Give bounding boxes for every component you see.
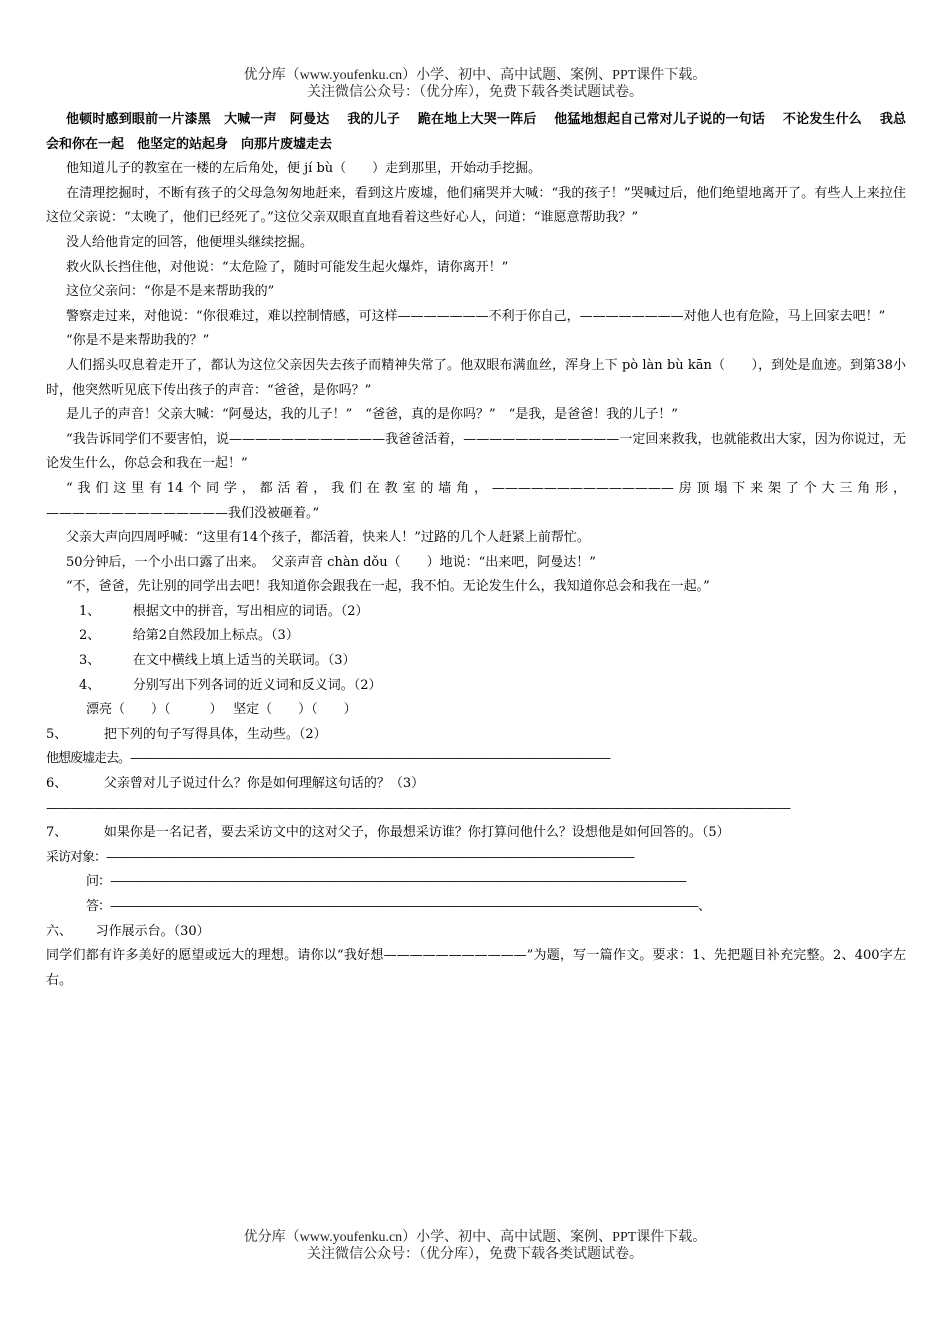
passage-paragraph: 救火队长挡住他，对他说：“太危险了，随时可能发生起火爆炸，请你离开！” bbox=[66, 259, 509, 275]
section-6-title: 六、 习作展示台。（30） bbox=[46, 923, 210, 939]
passage-paragraph: 这位父亲问：“你是不是来帮助我的” bbox=[66, 284, 275, 300]
question-7-interview-target: 采访对象：———————————————————————————————————————————— bbox=[46, 849, 635, 865]
header-line-1: 优分库（www.youfenku.cn）小学、初中、高中试题、案例、PPT课件下载。 bbox=[243, 68, 707, 83]
passage-paragraph: 他顿时感到眼前一片漆黑 大喊一声 阿曼达 我的儿子 跪在地上大哭一阵后 他猛地想起自己常对儿子说的一句话 不论发生什么 我总会和你在一起 他坚定的站起身 向那片废墟走去 bbox=[46, 112, 906, 152]
footer-line-1: 优分库（www.youfenku.cn）小学、初中、高中试题、案例、PPT课件下载。 bbox=[243, 1230, 707, 1245]
passage-paragraph: 警察走过来，对他说：“你很难过，难以控制情感，可这样———————不利于你自己，————————对他人也有危险，马上回家去吧！” bbox=[66, 308, 886, 324]
passage-paragraph: 在清理挖掘时，不断有孩子的父母急匆匆地赶来，看到这片废墟，他们痛哭并大喊：“我的孩子！”哭喊过后，他们绝望地离开了。有些人上来拉住这位父亲说：“太晚了，他们已经死了。”这位父亲双眼直直地看着这些好心人，问道：“谁愿意帮助我？” bbox=[46, 185, 906, 226]
page-footer bbox=[0, 1229, 950, 1263]
question-6: 6、 父亲曾对儿子说过什么？你是如何理解这句话的？（3） bbox=[46, 776, 425, 792]
passage-paragraph: 没人给他肯定的回答，他便埋头继续挖掘。 bbox=[66, 234, 314, 250]
passage-paragraph: “我告诉同学们不要害怕，说————————————我爸爸活着，————————————一定回来救我，也就能救出大家，因为你说过，无论发生什么，你总会和我在一起！” bbox=[46, 431, 906, 472]
question-7-ask: 问：———————————————————————————————————————————————— bbox=[86, 874, 686, 890]
section-6-body: 同学们都有许多美好的愿望或远大的理想。请你以“我好想———————————”为题，写一篇作文。要求：1、先把题目补充完整。2、400字左右。 bbox=[46, 948, 906, 988]
footer-line-2: 关注微信公众号：（优分库），免费下载各类试题试卷。 bbox=[307, 1247, 643, 1262]
question-7-answer: 答：—————————————————————————————————————————————————、 bbox=[86, 899, 710, 914]
question-4: 4、 分别写出下列各词的近义词和反义词。（2） bbox=[79, 677, 382, 693]
passage-paragraph: “不，爸爸，先让别的同学出去吧！我知道你会跟我在一起，我不怕。无论发生什么，我知道你总会和我在一起。” bbox=[66, 579, 710, 595]
question-1: 1、 根据文中的拼音，写出相应的词语。（2） bbox=[79, 603, 369, 619]
passage-paragraph: 父亲大声向四周呼喊：“这里有14个孩子，都活着，快来人！”过路的几个人赶紧上前帮忙。 bbox=[66, 530, 590, 546]
question-3: 3、 在文中横线上填上适当的关联词。（3） bbox=[79, 653, 356, 669]
passage-paragraph: “我们这里有14个同学，都活着，我们在教室的墙角，——————————————房顶塌下来架了个大三角形，——————————————我们没被砸着。” bbox=[46, 480, 906, 521]
passage-paragraph: 他知道儿子的教室在一楼的左后角处，便 jí bù（ ）走到那里，开始动手挖掘。 bbox=[66, 161, 542, 177]
question-2: 2、 给第2自然段加上标点。（3） bbox=[79, 628, 299, 644]
passage-paragraph: 是儿子的声音！父亲大喊：“阿曼达，我的儿子！” “爸爸，真的是你吗？” “是我，是爸爸！我的儿子！” bbox=[66, 407, 678, 423]
header-line-2: 关注微信公众号：（优分库），免费下载各类试题试卷。 bbox=[307, 85, 643, 100]
page-header bbox=[0, 67, 950, 101]
passage-paragraph: 人们摇头叹息着走开了，都认为这位父亲因失去孩子而精神失常了。他双眼布满血丝，浑身上下 pò làn bù kān（ ），到处是血迹。到第38小时，他突然听见底下传出孩子的声音：“爸爸，是你吗？” bbox=[46, 357, 906, 398]
question-5: 5、 把下列的句子写得具体，生动些。（2） bbox=[46, 726, 327, 742]
passage-paragraph: 50分钟后，一个小出口露了出来。 父亲声音 chàn dǒu（ ）地说：“出来吧，阿曼达！” bbox=[66, 554, 596, 570]
question-6-answer-line: —————————————————————————————————————————————————————————————— bbox=[46, 800, 790, 816]
passage-paragraph: “你是不是来帮助我的？” bbox=[66, 333, 210, 349]
question-7: 7、 如果你是一名记者，要去采访文中的这对父子，你最想采访谁？你打算问他什么？设想他是如何回答的。（5） bbox=[46, 825, 730, 841]
question-5-answer-line: 他想废墟走去。———————————————————————————————————————— bbox=[46, 751, 611, 767]
question-4-words: 漂亮（ ）（ ） 坚定（ ）（ ） bbox=[86, 702, 357, 718]
document-body bbox=[46, 108, 906, 993]
